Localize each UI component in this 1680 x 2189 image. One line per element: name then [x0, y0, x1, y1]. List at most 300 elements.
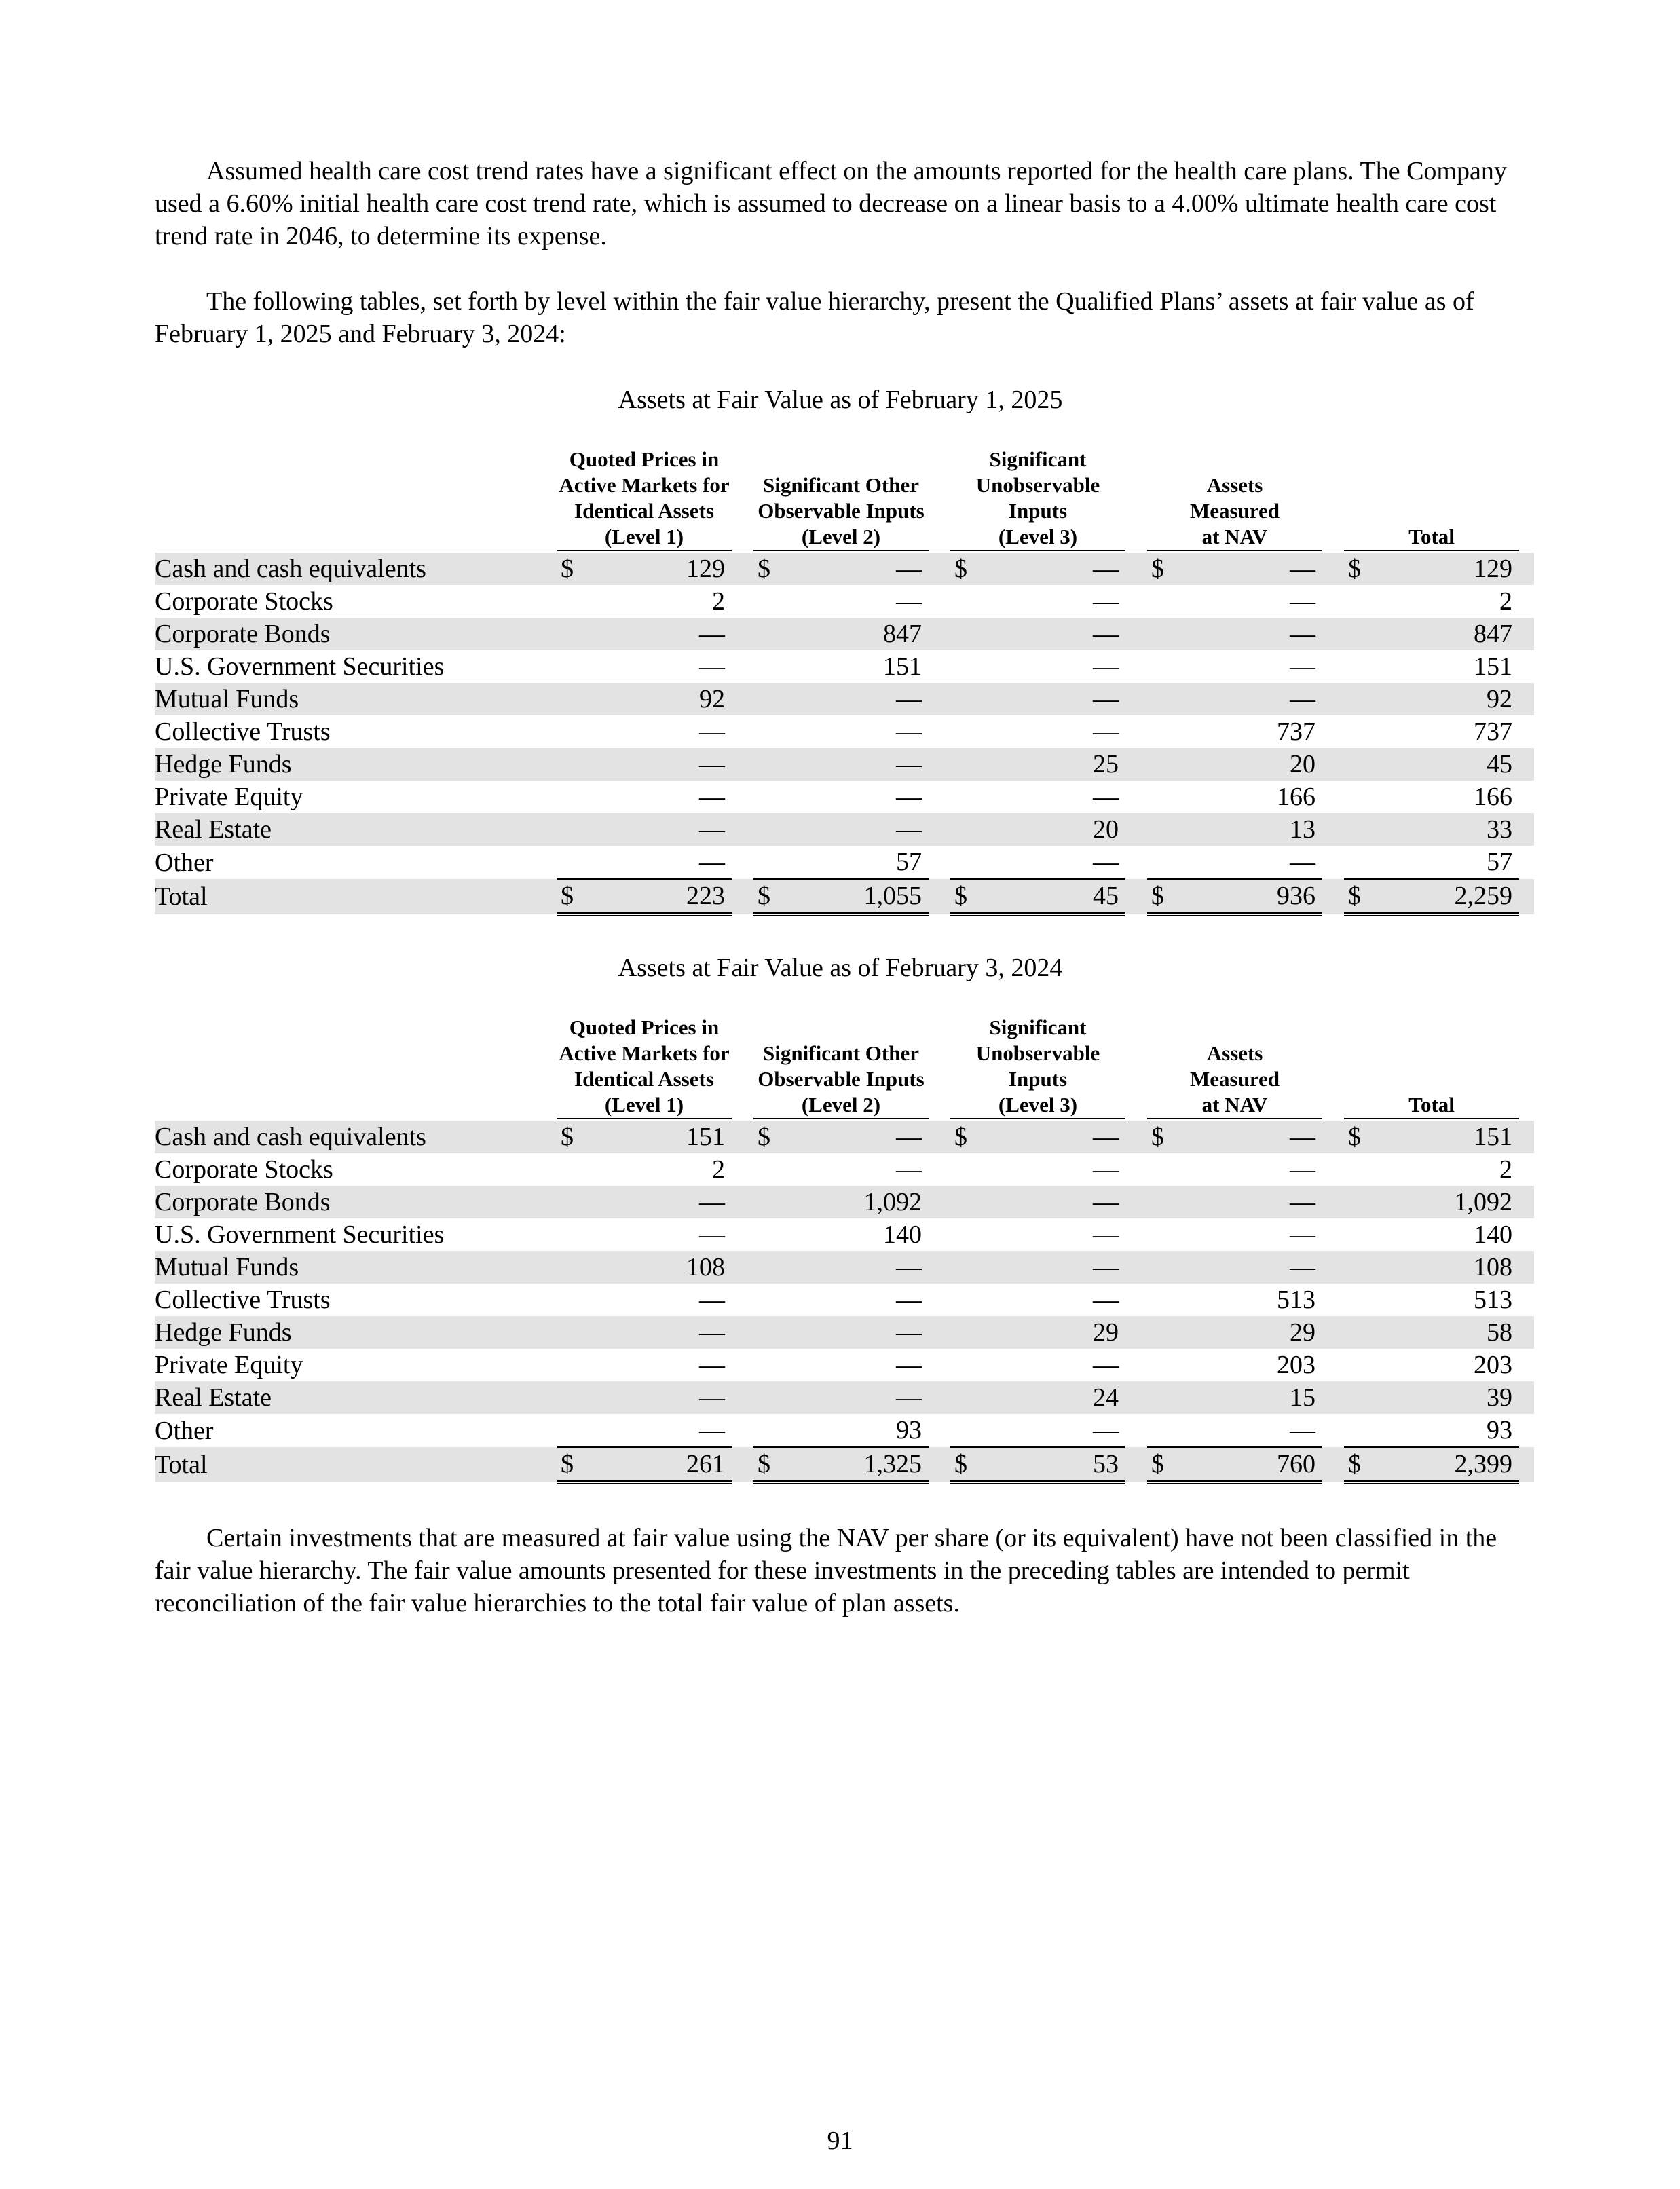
currency-symbol: $	[950, 553, 979, 585]
value-cell: —	[585, 1414, 732, 1447]
table-row	[155, 1316, 1534, 1349]
value-cell: —	[585, 1316, 732, 1349]
currency-blank	[1344, 781, 1373, 813]
value-cell: —	[585, 813, 732, 846]
value-cell: 57	[782, 846, 929, 879]
currency-symbol: $	[950, 1447, 979, 1482]
value-cell: 223	[585, 879, 732, 914]
currency-blank	[1344, 715, 1373, 748]
table-row	[155, 1447, 1534, 1482]
value-cell: 29	[1176, 1316, 1322, 1349]
value-cell: 45	[1373, 748, 1519, 781]
currency-blank	[557, 781, 585, 813]
currency-blank	[557, 715, 585, 748]
table-row	[155, 1251, 1534, 1284]
cell-gap	[1125, 1186, 1147, 1218]
cell-gap	[1125, 813, 1147, 846]
currency-blank	[753, 1186, 782, 1218]
value-cell: 513	[1277, 1286, 1316, 1314]
value-cell: —	[782, 553, 929, 585]
table-row	[155, 1186, 1534, 1218]
cell-gap	[1322, 748, 1344, 781]
currency-blank	[557, 650, 585, 683]
table-row	[155, 748, 1534, 781]
value-cell: —	[782, 1381, 929, 1414]
value-cell: —	[896, 1286, 922, 1314]
column-header-level3	[950, 1015, 1125, 1121]
cell-gap	[535, 846, 557, 879]
cell-gap	[929, 748, 950, 781]
column-header-line: Active Markets for	[559, 1041, 730, 1065]
value-cell: 2	[712, 587, 725, 616]
cell-end	[1519, 1414, 1534, 1447]
value-cell: —	[979, 1251, 1125, 1284]
cell-gap	[929, 715, 950, 748]
row-label: Cash and cash equivalents	[155, 553, 535, 585]
cell-gap	[1125, 618, 1147, 650]
cell-end	[1519, 553, 1534, 585]
currency-symbol: $	[753, 553, 782, 585]
currency-blank	[1147, 715, 1176, 748]
cell-gap	[1322, 1186, 1344, 1218]
column-header-line: (Level 3)	[998, 525, 1078, 548]
cell-gap	[535, 781, 557, 813]
row-label: Total	[155, 1447, 535, 1482]
currency-blank	[1147, 781, 1176, 813]
column-header-line: Unobservable	[975, 1041, 1100, 1065]
row-label: Private Equity	[155, 1351, 303, 1379]
cell-gap	[1322, 715, 1344, 748]
currency-blank	[557, 585, 585, 618]
value-cell: —	[1093, 783, 1119, 811]
cell-end	[1519, 585, 1534, 618]
table-row	[155, 813, 1534, 846]
cell-gap	[929, 813, 950, 846]
cell-gap	[929, 1447, 950, 1482]
cell-gap	[1125, 879, 1147, 914]
cell-gap	[732, 1447, 753, 1482]
value-cell: 57	[1373, 846, 1519, 879]
column-header-line: Total	[1408, 525, 1455, 548]
column-header-line: Quoted Prices in	[569, 447, 720, 471]
cell-gap	[929, 846, 950, 879]
value-cell: —	[979, 1121, 1125, 1153]
value-cell: 1,092	[782, 1186, 929, 1218]
cell-gap	[535, 618, 557, 650]
value-cell: 847	[1373, 618, 1519, 650]
row-label: Mutual Funds	[155, 683, 535, 715]
value-cell: 151	[1474, 652, 1513, 681]
value-cell: 1,055	[782, 879, 929, 914]
value-cell: —	[585, 618, 732, 650]
value-cell: —	[782, 813, 929, 846]
cell-gap	[1125, 683, 1147, 715]
cell-gap	[732, 1218, 753, 1251]
cell-gap	[929, 1218, 950, 1251]
currency-blank	[1147, 585, 1176, 618]
cell-gap	[1125, 553, 1147, 585]
cell-gap	[929, 879, 950, 914]
column-header-line: Measured	[1190, 1067, 1280, 1091]
currency-blank	[753, 715, 782, 748]
currency-symbol: $	[753, 1447, 782, 1482]
row-label: Cash and cash equivalents	[155, 1121, 535, 1153]
currency-blank	[950, 846, 979, 879]
currency-blank	[1344, 1251, 1373, 1284]
value-cell: 140	[1474, 1220, 1513, 1249]
currency-blank	[557, 683, 585, 715]
currency-blank	[1147, 748, 1176, 781]
cell-gap	[1125, 1447, 1147, 1482]
currency-symbol: $	[1147, 553, 1176, 585]
currency-blank	[557, 1284, 585, 1316]
currency-blank	[753, 1349, 782, 1381]
column-header-line: (Level 2)	[801, 1093, 881, 1117]
row-label: Corporate Bonds	[155, 618, 535, 650]
header-gap	[929, 1015, 950, 1121]
currency-blank	[753, 1381, 782, 1414]
column-header-line: Significant	[989, 447, 1087, 471]
cell-end	[1519, 1251, 1534, 1284]
header-gap	[1125, 1015, 1147, 1121]
currency-blank	[753, 618, 782, 650]
cell-gap	[1322, 846, 1344, 879]
column-header-line: Assets	[1206, 473, 1263, 497]
value-cell: —	[699, 1351, 725, 1379]
cell-gap	[732, 1381, 753, 1414]
value-cell: 151	[883, 652, 922, 681]
value-cell: 2	[1499, 1155, 1513, 1184]
column-header-line: Significant Other	[763, 473, 919, 497]
currency-blank	[1147, 650, 1176, 683]
value-cell: 25	[979, 748, 1125, 781]
currency-blank	[753, 1218, 782, 1251]
currency-blank	[950, 1218, 979, 1251]
currency-blank	[557, 846, 585, 879]
column-header-nav	[1147, 447, 1322, 553]
cell-gap	[1125, 1153, 1147, 1186]
column-header-line: Identical Assets	[574, 1067, 714, 1091]
column-header-line: Measured	[1190, 499, 1280, 523]
cell-gap	[929, 1349, 950, 1381]
cell-gap	[535, 585, 557, 618]
currency-blank	[557, 1414, 585, 1447]
cell-gap	[1125, 846, 1147, 879]
cell-end	[1519, 715, 1534, 748]
column-header-level1	[557, 1015, 732, 1121]
table-row	[155, 683, 1534, 715]
column-header-line: Observable Inputs	[758, 499, 925, 523]
currency-blank	[950, 650, 979, 683]
cell-gap	[732, 781, 753, 813]
currency-blank	[1147, 1251, 1176, 1284]
currency-blank	[950, 1251, 979, 1284]
cell-gap	[535, 553, 557, 585]
row-label: Total	[155, 879, 535, 914]
value-cell: —	[782, 1251, 929, 1284]
value-cell: —	[1176, 846, 1322, 879]
cell-gap	[1322, 813, 1344, 846]
currency-blank	[950, 585, 979, 618]
cell-gap	[1322, 585, 1344, 618]
currency-symbol: $	[557, 553, 585, 585]
cell-gap	[929, 1153, 950, 1186]
column-header-line: (Level 1)	[604, 525, 684, 548]
currency-blank	[1344, 1284, 1373, 1316]
value-cell: —	[1093, 652, 1119, 681]
header-gap	[929, 447, 950, 553]
column-header-line: Inputs	[1008, 1067, 1068, 1091]
currency-blank	[557, 1316, 585, 1349]
header-gap	[732, 447, 753, 553]
value-cell: —	[1290, 1220, 1316, 1249]
header-gap	[535, 1015, 557, 1121]
cell-end	[1519, 879, 1534, 914]
currency-symbol: $	[950, 879, 979, 914]
currency-blank	[753, 1414, 782, 1447]
fair-value-table-2024	[155, 1015, 1534, 1484]
value-cell: 45	[979, 879, 1125, 914]
currency-blank	[950, 748, 979, 781]
table-row	[155, 1284, 1534, 1316]
cell-gap	[732, 1414, 753, 1447]
currency-blank	[557, 813, 585, 846]
value-cell: —	[1093, 1351, 1119, 1379]
value-cell: —	[979, 1186, 1125, 1218]
value-cell: 129	[1373, 553, 1519, 585]
cell-gap	[535, 1414, 557, 1447]
cell-gap	[929, 1121, 950, 1153]
currency-blank	[1147, 1153, 1176, 1186]
cell-end	[1519, 1218, 1534, 1251]
cell-gap	[1125, 781, 1147, 813]
currency-blank	[1344, 618, 1373, 650]
row-label: U.S. Government Securities	[155, 1220, 445, 1249]
currency-symbol: $	[753, 1121, 782, 1153]
value-cell: 53	[979, 1447, 1125, 1482]
cell-gap	[732, 585, 753, 618]
cell-end	[1519, 1381, 1534, 1414]
cell-end	[1519, 846, 1534, 879]
cell-gap	[732, 553, 753, 585]
value-cell: —	[1290, 1155, 1316, 1184]
table-caption-2024: Assets at Fair Value as of February 3, 2024	[618, 954, 1063, 982]
currency-symbol: $	[1147, 1447, 1176, 1482]
value-cell: —	[1290, 652, 1316, 681]
currency-symbol: $	[557, 1447, 585, 1482]
cell-gap	[732, 1284, 753, 1316]
cell-gap	[929, 585, 950, 618]
cell-end	[1519, 813, 1534, 846]
column-header-level1	[557, 447, 732, 553]
cell-gap	[1125, 650, 1147, 683]
cell-end	[1519, 650, 1534, 683]
column-header-nav	[1147, 1015, 1322, 1121]
header-blank	[155, 447, 535, 553]
cell-gap	[1322, 1414, 1344, 1447]
cell-gap	[1125, 1218, 1147, 1251]
value-cell: —	[1176, 1414, 1322, 1447]
currency-blank	[753, 650, 782, 683]
header-gap	[1322, 1015, 1344, 1121]
cell-gap	[929, 683, 950, 715]
column-header-line: Quoted Prices in	[569, 1015, 720, 1039]
currency-blank	[1344, 1381, 1373, 1414]
cell-gap	[1322, 1284, 1344, 1316]
cell-gap	[732, 618, 753, 650]
currency-blank	[753, 1153, 782, 1186]
cell-gap	[535, 683, 557, 715]
row-label: Real Estate	[155, 1381, 535, 1414]
cell-gap	[535, 1251, 557, 1284]
row-label: Corporate Bonds	[155, 1186, 535, 1218]
header-end	[1519, 447, 1534, 553]
cell-gap	[535, 1381, 557, 1414]
column-header-line: at NAV	[1201, 1093, 1268, 1117]
cell-gap	[929, 1381, 950, 1414]
value-cell: —	[1093, 1220, 1119, 1249]
cell-gap	[732, 715, 753, 748]
column-header-line: Total	[1408, 1093, 1455, 1117]
currency-blank	[1147, 813, 1176, 846]
value-cell: —	[979, 1414, 1125, 1447]
value-cell: —	[1093, 1286, 1119, 1314]
currency-blank	[950, 683, 979, 715]
cell-gap	[1322, 1251, 1344, 1284]
cell-end	[1519, 1284, 1534, 1316]
value-cell: —	[1176, 683, 1322, 715]
header-gap	[1125, 447, 1147, 553]
row-label: U.S. Government Securities	[155, 652, 445, 681]
table-caption-2025: Assets at Fair Value as of February 1, 2025	[618, 386, 1063, 414]
row-label: Other	[155, 848, 214, 877]
value-cell: 737	[1474, 717, 1513, 746]
currency-symbol: $	[1344, 553, 1373, 585]
currency-blank	[1147, 846, 1176, 879]
value-cell: —	[979, 846, 1125, 879]
value-cell: 737	[1277, 717, 1316, 746]
currency-blank	[1344, 1414, 1373, 1447]
currency-blank	[753, 1316, 782, 1349]
value-cell: —	[1093, 717, 1119, 746]
cell-gap	[929, 618, 950, 650]
value-cell: —	[782, 748, 929, 781]
column-header-level2	[753, 447, 929, 553]
cell-gap	[1322, 1218, 1344, 1251]
value-cell: —	[699, 1286, 725, 1314]
value-cell: 2	[712, 1155, 725, 1184]
value-cell: —	[896, 717, 922, 746]
column-header-line: Significant	[989, 1015, 1087, 1039]
cell-gap	[732, 683, 753, 715]
value-cell: —	[782, 1316, 929, 1349]
currency-blank	[753, 748, 782, 781]
value-cell: —	[782, 1121, 929, 1153]
cell-gap	[1125, 1284, 1147, 1316]
currency-blank	[1344, 748, 1373, 781]
value-cell: 39	[1373, 1381, 1519, 1414]
value-cell: 203	[1277, 1351, 1316, 1379]
row-label: Real Estate	[155, 813, 535, 846]
column-header-line: (Level 3)	[998, 1093, 1078, 1117]
currency-blank	[1344, 813, 1373, 846]
cell-gap	[1125, 748, 1147, 781]
currency-blank	[753, 846, 782, 879]
table-row	[155, 618, 1534, 650]
cell-gap	[1125, 1316, 1147, 1349]
value-cell: —	[585, 1381, 732, 1414]
currency-blank	[1147, 1381, 1176, 1414]
currency-blank	[950, 618, 979, 650]
value-cell: —	[896, 783, 922, 811]
value-cell: —	[1176, 1121, 1322, 1153]
cell-end	[1519, 748, 1534, 781]
cell-gap	[1322, 650, 1344, 683]
column-header-level3	[950, 447, 1125, 553]
row-label: Collective Trusts	[155, 1286, 331, 1314]
currency-blank	[1147, 1284, 1176, 1316]
cell-gap	[1322, 781, 1344, 813]
currency-blank	[1344, 1186, 1373, 1218]
row-label: Mutual Funds	[155, 1251, 535, 1284]
value-cell: —	[1093, 1155, 1119, 1184]
value-cell: 108	[585, 1251, 732, 1284]
value-cell: 108	[1373, 1251, 1519, 1284]
currency-blank	[557, 748, 585, 781]
currency-blank	[753, 781, 782, 813]
currency-blank	[1147, 1316, 1176, 1349]
cell-gap	[1125, 715, 1147, 748]
cell-gap	[732, 1121, 753, 1153]
cell-gap	[1125, 1349, 1147, 1381]
currency-blank	[950, 781, 979, 813]
value-cell: —	[1176, 1251, 1322, 1284]
header-gap	[535, 447, 557, 553]
column-header-line: Observable Inputs	[758, 1067, 925, 1091]
column-header-line: Identical Assets	[574, 499, 714, 523]
currency-blank	[557, 1349, 585, 1381]
intro-paragraph-tables	[155, 285, 1526, 350]
cell-gap	[1322, 618, 1344, 650]
column-header-line: Unobservable	[975, 473, 1100, 497]
row-label: Collective Trusts	[155, 717, 331, 746]
currency-symbol: $	[1147, 1121, 1176, 1153]
header-end	[1519, 1015, 1534, 1121]
column-header-line: (Level 1)	[604, 1093, 684, 1117]
value-cell: 203	[1474, 1351, 1513, 1379]
currency-blank	[950, 1316, 979, 1349]
table-row	[155, 1121, 1534, 1153]
value-cell: 29	[979, 1316, 1125, 1349]
value-cell: 261	[585, 1447, 732, 1482]
cell-gap	[535, 813, 557, 846]
column-header-line: Assets	[1206, 1041, 1263, 1065]
value-cell: 20	[979, 813, 1125, 846]
cell-gap	[732, 879, 753, 914]
cell-end	[1519, 1153, 1534, 1186]
currency-blank	[753, 1284, 782, 1316]
table-row	[155, 1381, 1534, 1414]
column-header-line: (Level 2)	[801, 525, 881, 548]
value-cell: —	[585, 846, 732, 879]
cell-gap	[732, 1153, 753, 1186]
value-cell: 140	[883, 1220, 922, 1249]
currency-blank	[950, 1284, 979, 1316]
value-cell: 2,259	[1373, 879, 1519, 914]
value-cell: —	[896, 587, 922, 616]
currency-blank	[950, 1186, 979, 1218]
currency-blank	[1147, 1218, 1176, 1251]
